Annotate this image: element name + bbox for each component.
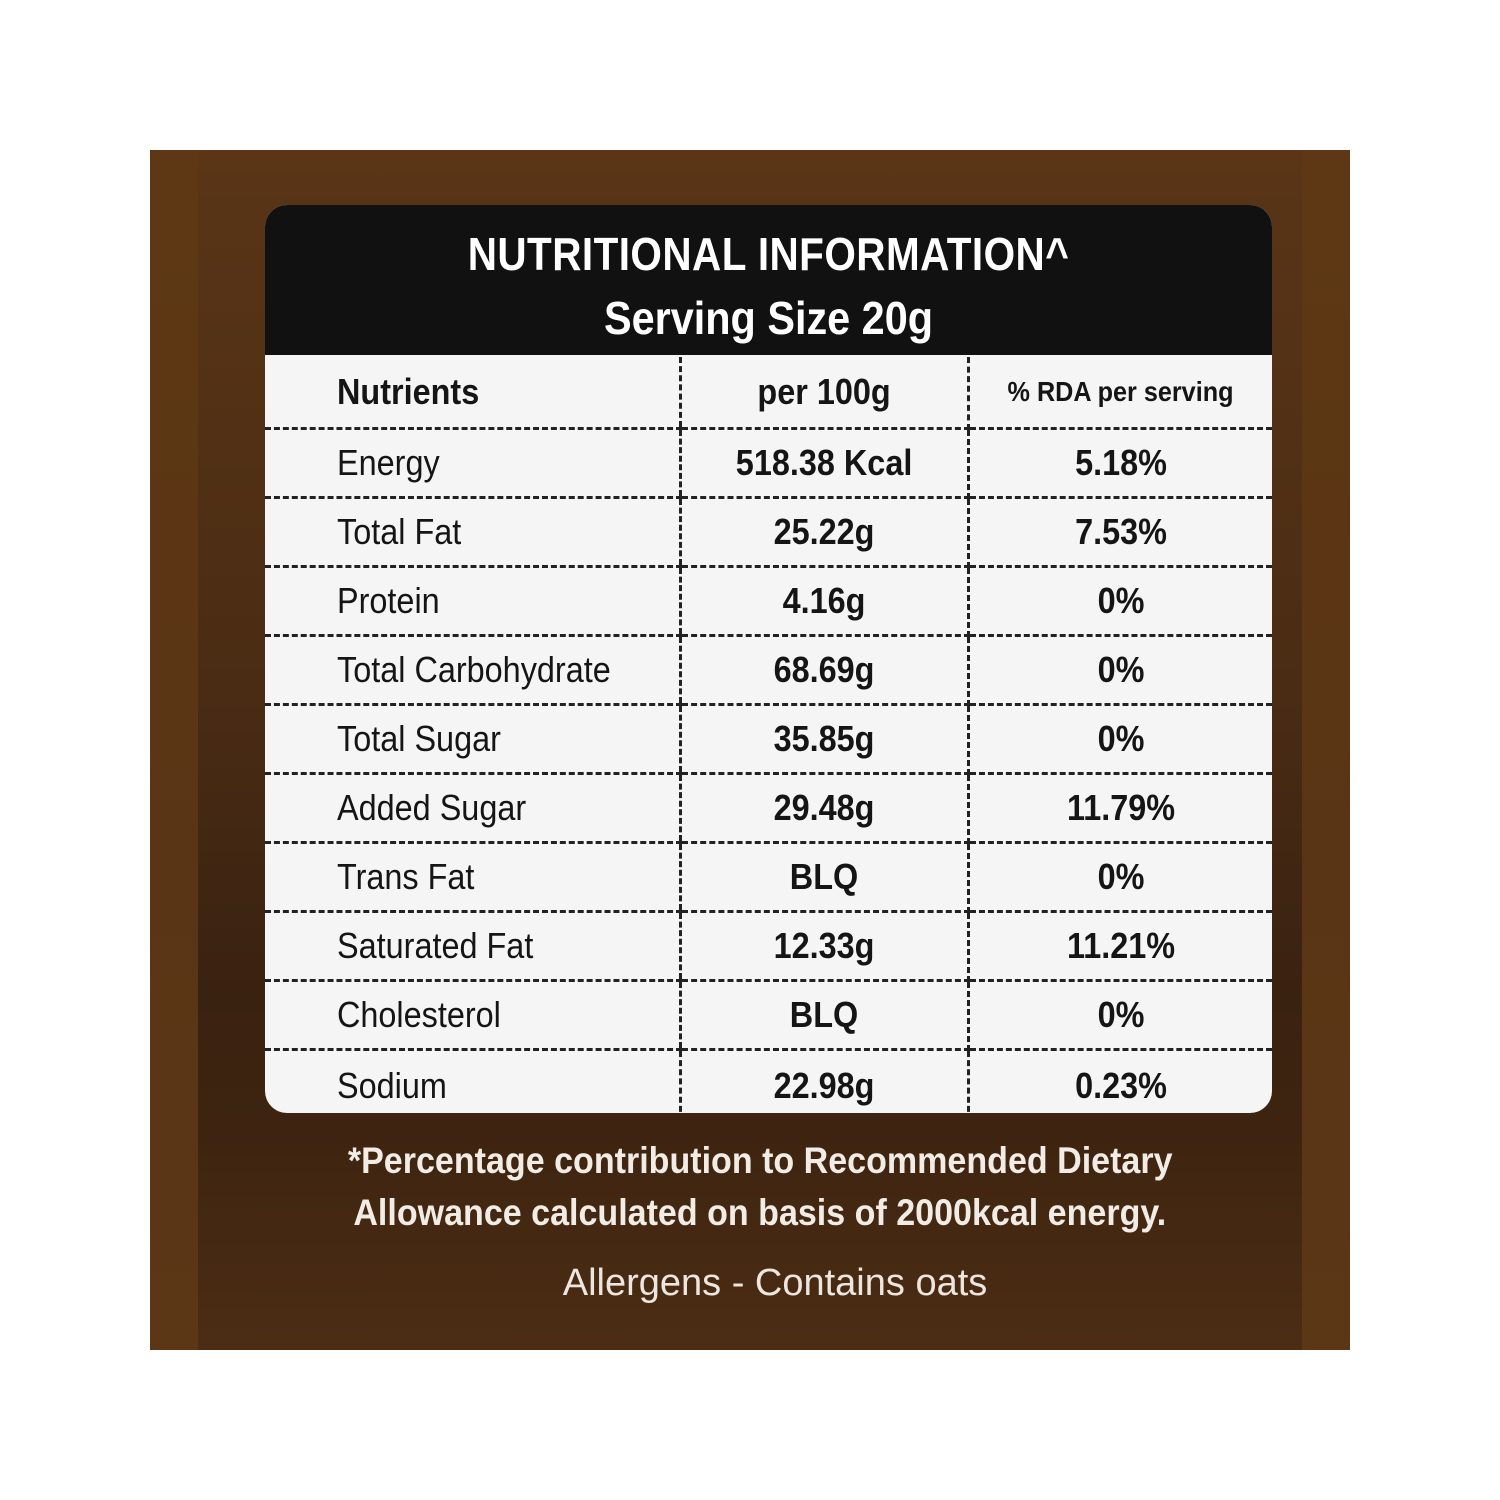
table-row bbox=[265, 843, 1272, 912]
nutrient-name: Cholesterol bbox=[265, 981, 680, 1050]
table-row bbox=[265, 774, 1272, 843]
serving-size: Serving Size 20g bbox=[603, 292, 934, 344]
table-row bbox=[265, 636, 1272, 705]
nutrient-per-100g: 29.48g bbox=[680, 774, 968, 843]
nutrient-per-100g: 25.22g bbox=[680, 498, 968, 567]
table-header-row bbox=[265, 357, 1272, 429]
nutrient-name: Trans Fat bbox=[265, 843, 680, 912]
nutrient-name: Added Sugar bbox=[265, 774, 680, 843]
card-header bbox=[265, 205, 1272, 355]
nutrient-rda: 11.21% bbox=[968, 912, 1272, 981]
nutrient-name: Saturated Fat bbox=[265, 912, 680, 981]
nutrient-per-100g: 12.33g bbox=[680, 912, 968, 981]
nutrition-card bbox=[265, 205, 1272, 1113]
nutrient-rda: 0% bbox=[968, 981, 1272, 1050]
nutrition-table bbox=[265, 357, 1272, 1113]
nutrient-per-100g: 68.69g bbox=[680, 636, 968, 705]
footnote-line-2: Allowance calculated on basis of 2000kcal energy. bbox=[353, 1192, 1167, 1233]
column-header-per-100g: per 100g bbox=[680, 357, 968, 429]
nutrient-per-100g: 22.98g bbox=[680, 1050, 968, 1114]
table-row bbox=[265, 912, 1272, 981]
nutrient-rda: 11.79% bbox=[968, 774, 1272, 843]
column-header-nutrients: Nutrients bbox=[265, 357, 680, 429]
allergens-note: Allergens - Contains oats bbox=[562, 1262, 988, 1304]
rda-footnote bbox=[260, 1135, 1260, 1239]
panel-edge-left bbox=[150, 150, 198, 1350]
nutrient-per-100g: BLQ bbox=[680, 981, 968, 1050]
nutrient-name: Total Carbohydrate bbox=[265, 636, 680, 705]
nutrient-rda: 0% bbox=[968, 636, 1272, 705]
nutrient-per-100g: BLQ bbox=[680, 843, 968, 912]
footnote-line-1: *Percentage contribution to Recommended Dietary bbox=[347, 1140, 1173, 1181]
nutrient-rda: 0% bbox=[968, 567, 1272, 636]
nutrient-rda: 0% bbox=[968, 705, 1272, 774]
table-row bbox=[265, 1050, 1272, 1114]
table-row bbox=[265, 567, 1272, 636]
nutrient-per-100g: 35.85g bbox=[680, 705, 968, 774]
nutrient-name: Energy bbox=[265, 429, 680, 498]
nutrient-name: Protein bbox=[265, 567, 680, 636]
nutrient-name: Total Fat bbox=[265, 498, 680, 567]
nutrient-rda: 0.23% bbox=[1074, 1065, 1167, 1106]
nutrient-per-100g: 4.16g bbox=[680, 567, 968, 636]
table-row bbox=[265, 981, 1272, 1050]
nutrient-per-100g: 518.38 Kcal bbox=[680, 429, 968, 498]
table-row bbox=[265, 429, 1272, 498]
table-row bbox=[265, 705, 1272, 774]
nutrient-name: Total Sugar bbox=[265, 705, 680, 774]
panel-edge-right bbox=[1302, 150, 1350, 1350]
table-row bbox=[265, 498, 1272, 567]
nutrition-title: NUTRITIONAL INFORMATION^ bbox=[467, 228, 1070, 280]
column-header-rda: % RDA per serving bbox=[968, 357, 1272, 429]
nutrient-rda: 7.53% bbox=[968, 498, 1272, 567]
nutrient-rda: 0% bbox=[968, 843, 1272, 912]
nutrient-name: Sodium bbox=[337, 1065, 447, 1106]
nutrient-rda: 5.18% bbox=[968, 429, 1272, 498]
